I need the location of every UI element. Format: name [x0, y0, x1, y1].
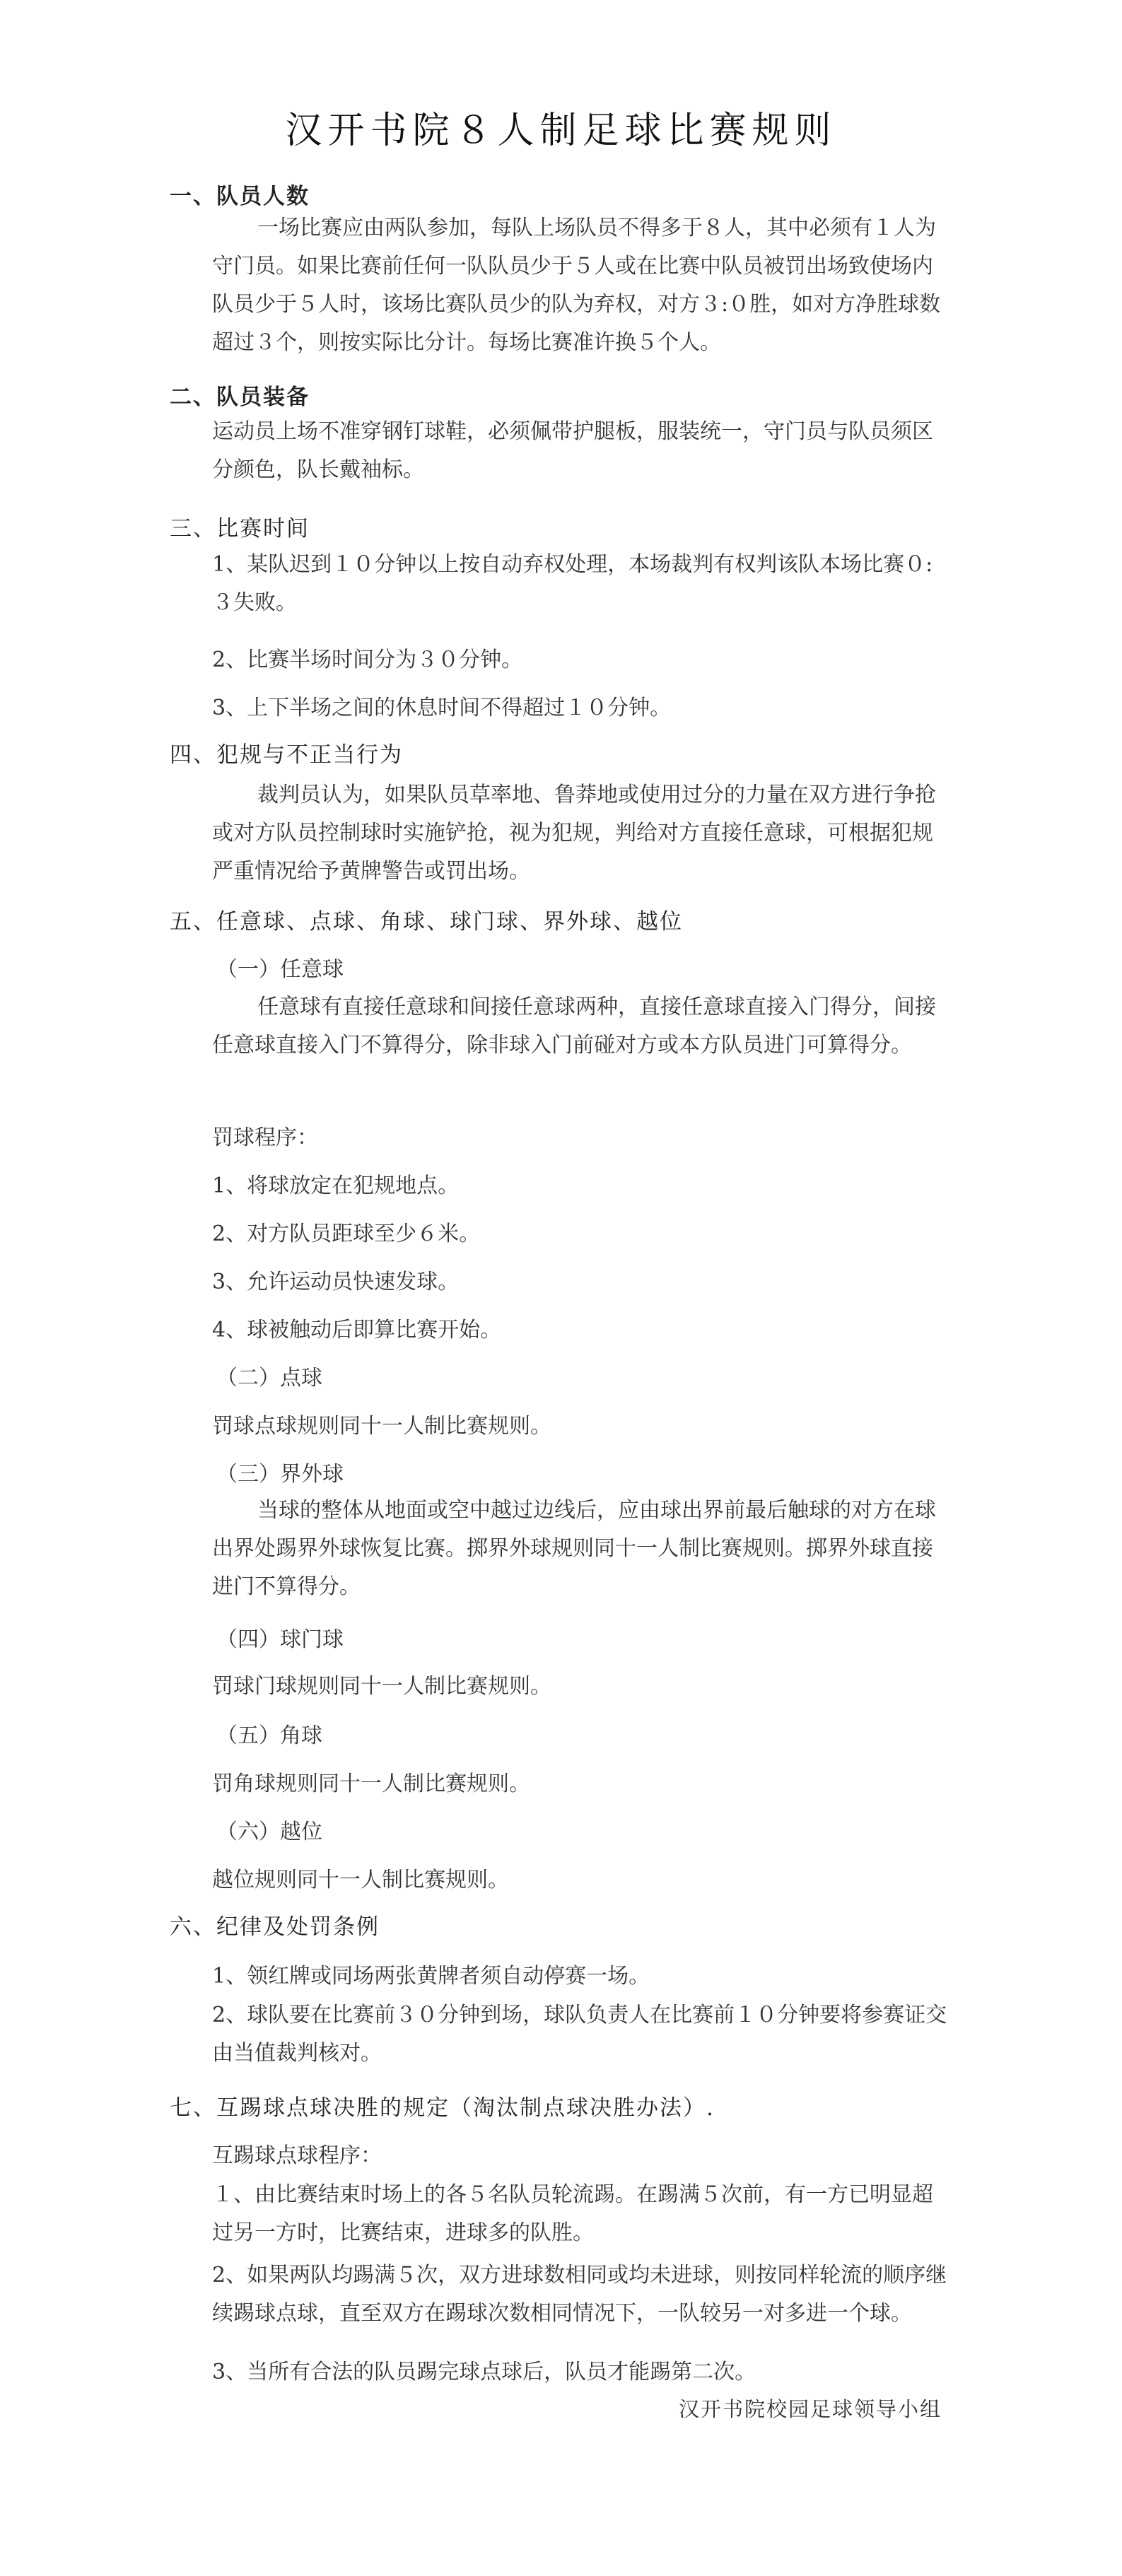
document-title: 汉开书院８人制足球比赛规则 — [285, 110, 837, 152]
paragraph: 1、领红牌或同场两张黄牌者须自动停赛一场。 — [212, 1964, 650, 1989]
paragraph: 2、对方队员距球至少６米。 — [212, 1222, 481, 1246]
paragraph: 3、上下半场之间的休息时间不得超过１０分钟。 — [212, 696, 672, 720]
paragraph: 3、允许运动员快速发球。 — [212, 1270, 460, 1294]
paragraph: 罚球点球规则同十一人制比赛规则。 — [212, 1414, 551, 1439]
subheading-goal-kick: （四）球门球 — [216, 1627, 344, 1652]
section-heading-fouls: 四、犯规与不正当行为 — [170, 742, 403, 768]
signature-organization: 汉开书院校园足球领导小组 — [679, 2397, 942, 2421]
paragraph: 3、当所有合法的队员踢完球点球后，队员才能踢第二次。 — [212, 2360, 756, 2384]
paragraph: 罚角球规则同十一人制比赛规则。 — [212, 1772, 530, 1796]
paragraph: 罚球程序： — [212, 1125, 318, 1150]
paragraph: 一场比赛应由两队参加，每队上场队员不得多于８人，其中必须有１人为守门员。如果比赛前任何一队队员少于５人或在比赛中队员被罚出场致使场内队员少于５人时，该场比赛队员少的队为弃权，对方３:０胜，如对方净胜球数超过３个，则按实际比分计。每场比赛准许换５个人。 — [212, 216, 941, 355]
paragraph: 裁判员认为，如果队员草率地、鲁莽地或使用过分的力量在双方进行争抢或对方队员控制球时实施铲抢，视为犯规，判给对方直接任意球，可根据犯规严重情况给予黄牌警告或罚出场。 — [212, 783, 936, 884]
paragraph: 当球的整体从地面或空中越过边线后，应由球出界前最后触球的对方在球出界处踢界外球恢复比赛。掷界外球规则同十一人制比赛规则。掷界外球直接进门不算得分。 — [212, 1498, 936, 1599]
section-heading-penalty-shootout: 七、互踢球点球决胜的规定（淘汰制点球决胜办法）. — [170, 2095, 715, 2121]
subheading-free-kick: （一）任意球 — [216, 957, 344, 982]
paragraph: 2、球队要在比赛前３０分钟到场，球队负责人在比赛前１０分钟要将参赛证交由当值裁判核对。 — [212, 2003, 947, 2066]
paragraph: 1、将球放定在犯规地点。 — [212, 1173, 460, 1198]
paragraph: １、由比赛结束时场上的各５名队员轮流踢。在踢满５次前，有一方已明显超过另一方时，比赛结束，进球多的队胜。 — [212, 2182, 933, 2245]
paragraph: 1、某队迟到１０分钟以上按自动弃权处理，本场裁判有权判该队本场比赛０:３失败。 — [212, 552, 933, 615]
paragraph: 互踢球点球程序： — [212, 2143, 382, 2168]
section-heading-set-pieces: 五、任意球、点球、角球、球门球、界外球、越位 — [170, 909, 683, 935]
paragraph: 罚球门球规则同十一人制比赛规则。 — [212, 1674, 551, 1699]
subheading-throw-in: （三）界外球 — [216, 1462, 344, 1487]
section-heading-match-time: 三、比赛时间 — [170, 516, 310, 541]
paragraph: 运动员上场不准穿钢钉球鞋，必须佩带护腿板，服装统一，守门员与队员须区分颜色，队长戴袖标。 — [212, 419, 933, 482]
subheading-offside: （六）越位 — [216, 1820, 322, 1844]
subheading-penalty-kick: （二）点球 — [216, 1366, 322, 1391]
paragraph: 4、球被触动后即算比赛开始。 — [212, 1318, 502, 1342]
paragraph: 2、比赛半场时间分为３０分钟。 — [212, 648, 523, 672]
section-heading-players: 一、队员人数 — [170, 184, 310, 209]
section-heading-discipline: 六、纪律及处罚条例 — [170, 1914, 380, 1940]
paragraph: 越位规则同十一人制比赛规则。 — [212, 1868, 509, 1892]
paragraph: 2、如果两队均踢满５次，双方进球数相同或均未进球，则按同样轮流的顺序继续踢球点球，直至双方在踢球次数相同情况下，一队较另一对多进一个球。 — [212, 2263, 947, 2326]
paragraph: 任意球有直接任意球和间接任意球两种，直接任意球直接入门得分，间接任意球直接入门不算得分，除非球入门前碰对方或本方队员进门可算得分。 — [212, 995, 936, 1058]
subheading-corner-kick: （五）角球 — [216, 1723, 322, 1748]
section-heading-equipment: 二、队员装备 — [170, 385, 310, 410]
